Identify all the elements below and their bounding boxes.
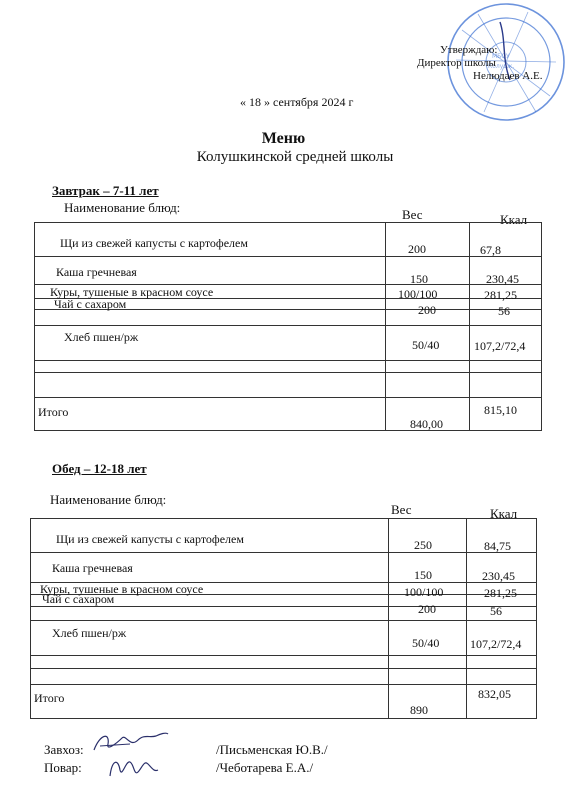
table-total-weight: 840,00 [410, 417, 443, 431]
document-date: « 18 » сентября 2024 г [240, 95, 354, 109]
table-total-weight: 890 [410, 703, 428, 717]
table-cell-weight: 150 [410, 272, 428, 286]
table-cell-weight: 150 [414, 568, 432, 582]
breakfast-heading: Завтрак – 7-11 лет [52, 183, 159, 198]
table-row: Щи из свежей капусты с картофелем [56, 532, 244, 546]
table-total-label: Итого [34, 691, 65, 705]
table-row: Каша гречневая [52, 561, 133, 575]
table-cell-kcal: 56 [498, 304, 510, 318]
table-cell-kcal: 107,2/72,4 [470, 637, 522, 651]
svg-text:Колушк.: Колушк. [488, 63, 515, 70]
approval-director-name: Нелюдаев А.Е. [473, 70, 543, 82]
table-row: Чай с сахаром [42, 592, 115, 606]
approval-position: Директор школы [417, 57, 496, 69]
handwritten-signature-cook [104, 752, 160, 782]
table-cell-weight: 250 [414, 538, 432, 552]
table-row: Куры, тушеные в красном соусе [50, 285, 214, 299]
signature-name-cook: /Чеботарева Е.А./ [216, 760, 314, 775]
breakfast-col-weight: Вес [402, 207, 423, 222]
table-cell-weight: 200 [408, 242, 426, 256]
table-row: Чай с сахаром [54, 297, 127, 311]
lunch-heading: Обед – 12-18 лет [52, 461, 147, 476]
table-row: Хлеб пшен/рж [64, 330, 139, 344]
lunch-col-weight: Вес [391, 502, 412, 517]
breakfast-col-kcal: Ккал [500, 212, 528, 227]
signature-role-cook: Повар: [44, 760, 82, 775]
table-cell-weight: 200 [418, 303, 436, 317]
table-cell-kcal: 56 [490, 604, 502, 618]
table-cell-kcal: 281,25 [484, 288, 517, 302]
table-cell-kcal: 67,8 [480, 243, 501, 257]
table-total-kcal: 815,10 [484, 403, 517, 417]
table-cell-kcal: 230,45 [486, 272, 519, 286]
table-cell-weight: 50/40 [412, 636, 440, 650]
table-row: Щи из свежей капусты с картофелем [60, 236, 248, 250]
signature-name-storekeeper: /Письменская Ю.В./ [216, 742, 328, 757]
page-title: Меню [261, 130, 306, 147]
table-cell-weight: 100/100 [398, 287, 438, 301]
table-row: Хлеб пшен/рж [52, 626, 127, 640]
lunch-col-name: Наименование блюд: [50, 492, 167, 507]
lunch-col-kcal: Ккал [490, 506, 518, 521]
table-row: Каша гречневая [56, 265, 137, 279]
page-subtitle: Колушкинской средней школы [196, 149, 394, 165]
signature-role-storekeeper: Завхоз: [44, 742, 84, 757]
table-row: Куры, тушеные в красном соусе [40, 582, 204, 596]
table-cell-weight: 200 [418, 602, 436, 616]
table-cell-kcal: 230,45 [482, 569, 515, 583]
table-cell-kcal: 107,2/72,4 [474, 339, 526, 353]
svg-text:МБОУ: МБОУ [492, 53, 510, 60]
table-cell-kcal: 281,25 [484, 586, 517, 600]
table-cell-weight: 100/100 [404, 585, 444, 599]
table-cell-weight: 50/40 [412, 338, 440, 352]
table-total-label: Итого [38, 405, 69, 419]
approval-title: Утверждаю: [440, 44, 498, 56]
table-total-kcal: 832,05 [478, 687, 511, 701]
table-cell-kcal: 84,75 [484, 539, 511, 553]
breakfast-col-name: Наименование блюд: [64, 200, 181, 215]
